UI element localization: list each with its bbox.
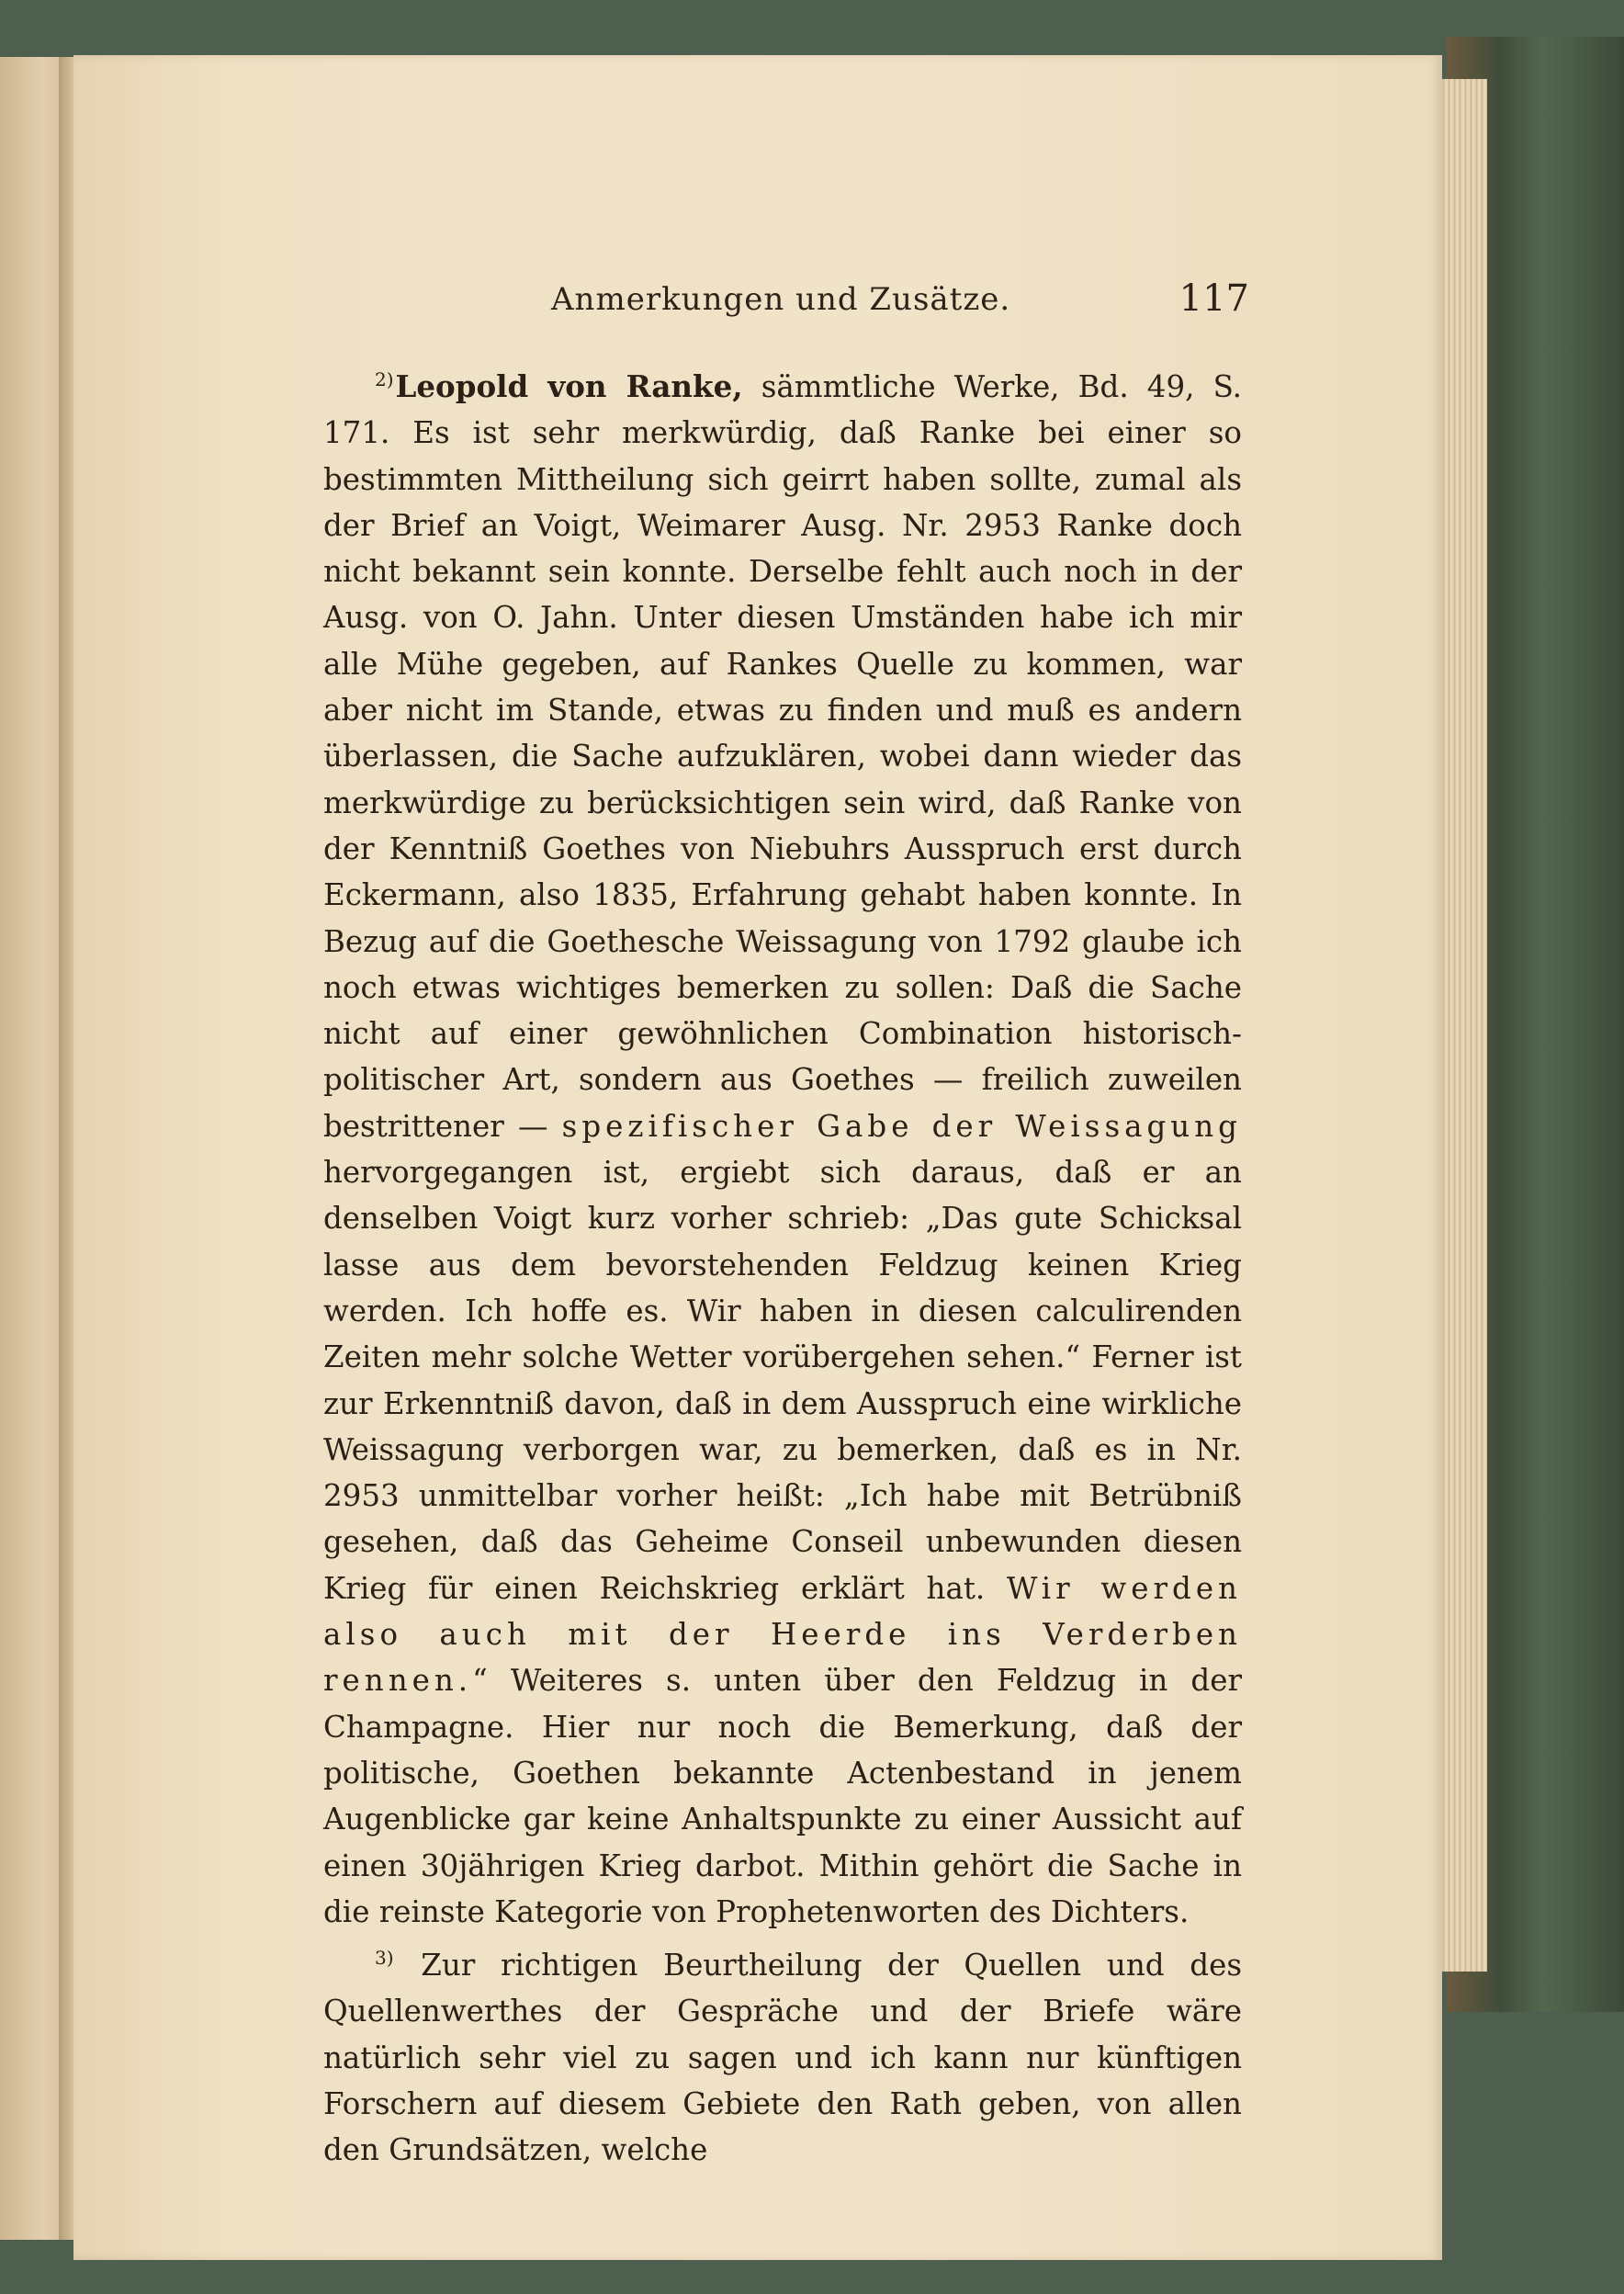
page-body	[323, 356, 1242, 2174]
header-title: Anmerkungen und Zusätze.	[551, 281, 1011, 318]
footnote-text: sämmtliche Werke, Bd. 49, S. 171. Es ist sehr merkwürdig, daß Ranke bei einer so bestimmten Mittheilung sich geirrt haben sollte, zumal als der Brief an Voigt, Weimarer Ausg. Nr. 2953 Ranke doch nicht bekannt sein konnte. Derselbe fehlt auch noch in der Ausg. von O. Jahn. Unter diesen Umständen habe ich mir alle Mühe gegeben, auf Rankes Quelle zu kommen, war aber nicht im Stande, etwas zu finden und muß es andern überlassen, die Sache aufzuklären, wobei dann wieder das merkwürdige zu berücksichtigen sein wird, daß Ranke von der Kenntniß Goethes von Niebuhrs Ausspruch erst durch Eckermann, also 1835, Erfahrung gehabt haben konnte. In Bezug auf die Goethesche Weissagung von 1792 glaube ich noch etwas wichtiges bemerken zu sollen: Daß die Sache nicht auf einer gewöhnlichen Combination historisch-politischer Art, sondern aus Goethes — freilich zuweilen bestrittener —	[323, 369, 1243, 1144]
footnote-marker: 3)	[375, 1947, 394, 1970]
spaced-emphasis: spezifischer Gabe der Weissagung	[561, 1108, 1242, 1144]
footnote-text: hervorgegangen ist, ergiebt sich daraus, daß er an denselben Voigt kurz vorher schrieb: „Das gute Schicksal lasse aus dem bevorstehenden Feldzug keinen Krieg werden. Ich hoffe es. Wir haben in diesen calculirenden Zeiten mehr solche Wetter vorübergehen sehen.“ Ferner ist zur Erkenntniß davon, daß in dem Ausspruch eine wirkliche Weissagung verborgen war, zu bemerken, daß es in Nr. 2953 unmittelbar vorher heißt: „Ich habe mit Betrübniß gesehen, daß das Geheime Conseil unbewunden diesen Krieg für einen Reichskrieg erklärt hat.	[323, 1155, 1242, 1606]
spaced-emphasis: Wir werden also auch mit der Heerde ins Verderben rennen.	[323, 1570, 1242, 1699]
footnote-3	[323, 1935, 1242, 2173]
page-number: 117	[1179, 277, 1249, 320]
footnote-marker: 2)	[375, 368, 394, 390]
footnote-text: “ Weiteres s. unten über den Feldzug in der Champagne. Hier nur noch die Bemerkung, daß der politische, Goethen bekannte Actenbestand in jenem Augenblicke gar keine Anhaltspunkte zu einer Aussicht auf einen 30jährigen Krieg darbot. Mithin gehört die Sache in die reinste Kategorie von Prophetenworten des Dichters.	[323, 1663, 1242, 1929]
footnote-2	[323, 356, 1242, 1935]
running-header	[551, 276, 1249, 331]
footnote-text: Zur richtigen Beurtheilung der Quellen und des Quellenwerthes der Gespräche und der Briefe wäre natürlich sehr viel zu sagen und ich kann nur künftigen Forschern auf diesem Gebiete den Rath geben, von allen den Grundsätzen, welche	[323, 1948, 1242, 2168]
left-page-edge	[0, 57, 62, 2240]
author-name: Leopold von Ranke,	[395, 368, 743, 404]
